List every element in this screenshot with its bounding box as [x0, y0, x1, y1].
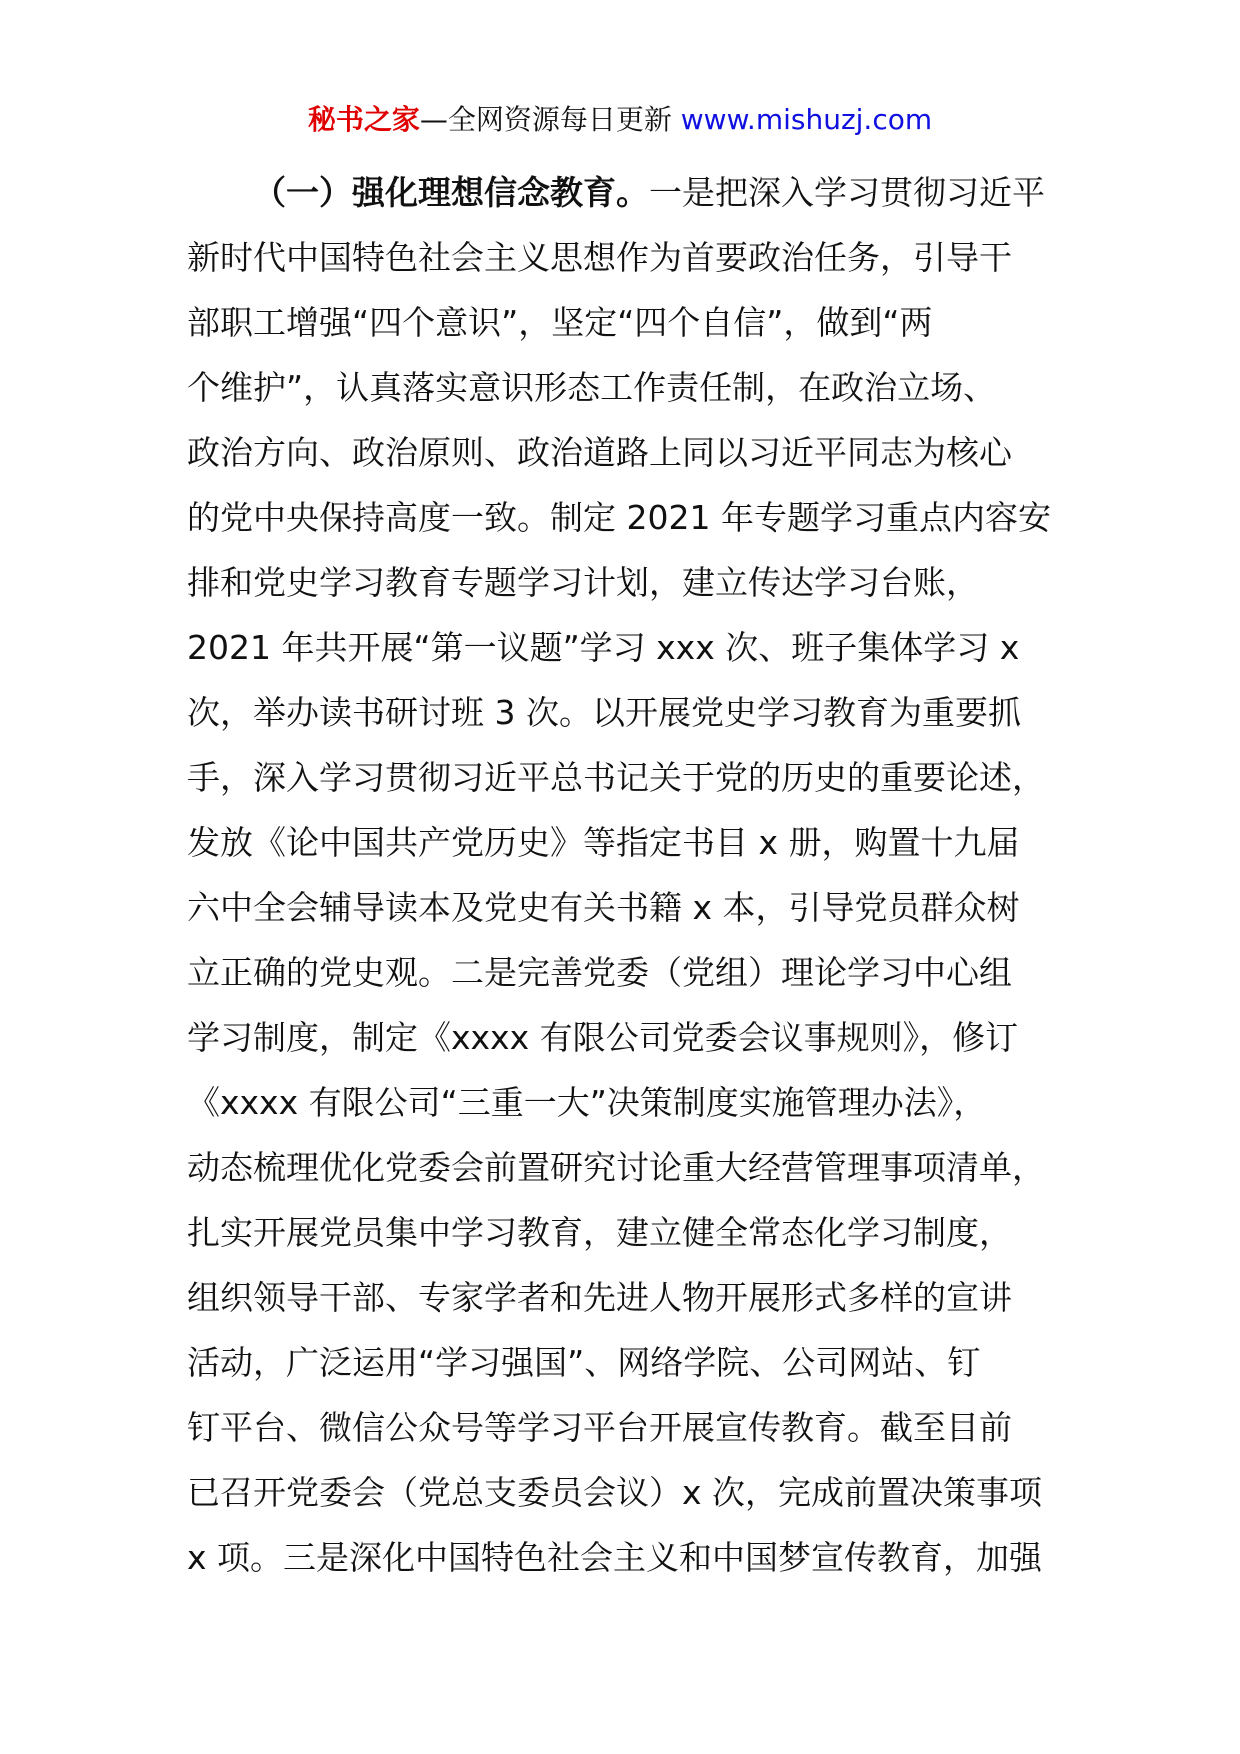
site-url[interactable]: www.mishuzj.com: [680, 103, 933, 136]
paragraph-line: 手，深入学习贯彻习近平总书记关于党的历史的重要论述，: [187, 758, 1045, 797]
paragraph-line: 《xxxx 有限公司“三重一大”决策制度实施管理办法》，: [187, 1083, 987, 1122]
paragraph-line: 的党中央保持高度一致。制定 2021 年专题学习重点内容安: [187, 498, 1051, 537]
paragraph-line: 发放《论中国共产党历史》等指定书目 x 册，购置十九届: [187, 823, 1020, 862]
paragraph-line: x 项。三是深化中国特色社会主义和中国梦宣传教育，加强: [187, 1538, 1043, 1577]
paragraph-line: 排和党史学习教育专题学习计划，建立传达学习台账，: [187, 563, 979, 602]
paragraph-line: 组织领导干部、专家学者和先进人物开展形式多样的宣讲: [187, 1278, 1012, 1317]
document-body: [187, 160, 1067, 1590]
paragraph-line: 活动，广泛运用“学习强国”、网络学院、公司网站、钉: [187, 1343, 981, 1382]
paragraph-line: 扎实开展党员集中学习教育，建立健全常态化学习制度，: [187, 1213, 1012, 1252]
site-slogan: —全网资源每日更新: [419, 103, 681, 136]
paragraph-line: 立正确的党史观。二是完善党委（党组）理论学习中心组: [187, 953, 1012, 992]
paragraph-line: 六中全会辅导读本及党史有关书籍 x 本，引导党员群众树: [187, 888, 1020, 927]
paragraph-line: 新时代中国特色社会主义思想作为首要政治任务，引导干: [187, 238, 1012, 277]
paragraph-line: 政治方向、政治原则、政治道路上同以习近平同志为核心: [187, 433, 1012, 472]
paragraph-line: 2021 年共开展“第一议题”学习 xxx 次、班子集体学习 x: [187, 628, 1020, 667]
paragraph-line: 次，举办读书研讨班 3 次。以开展党史学习教育为重要抓: [187, 693, 1021, 732]
brand-name: 秘书之家: [307, 103, 420, 136]
section-heading: （一）强化理想信念教育。: [253, 173, 649, 212]
paragraph-text: 一是把深入学习贯彻习近平: [649, 173, 1045, 212]
paragraph-line: 个维护”，认真落实意识形态工作责任制，在政治立场、: [187, 368, 997, 407]
paragraph-line: 钉平台、微信公众号等学习平台开展宣传教育。截至目前: [187, 1408, 1012, 1447]
site-header: [0, 100, 1240, 140]
paragraph-line: 部职工增强“四个意识”，坚定“四个自信”，做到“两: [187, 303, 933, 342]
paragraph-line: 已召开党委会（党总支委员会议）x 次，完成前置决策事项: [187, 1473, 1043, 1512]
paragraph-first-line: [187, 160, 1067, 225]
paragraph-line: 动态梳理优化党委会前置研究讨论重大经营管理事项清单，: [187, 1148, 1045, 1187]
paragraph-line: 学习制度，制定《xxxx 有限公司党委会议事规则》，修订: [187, 1018, 1019, 1057]
